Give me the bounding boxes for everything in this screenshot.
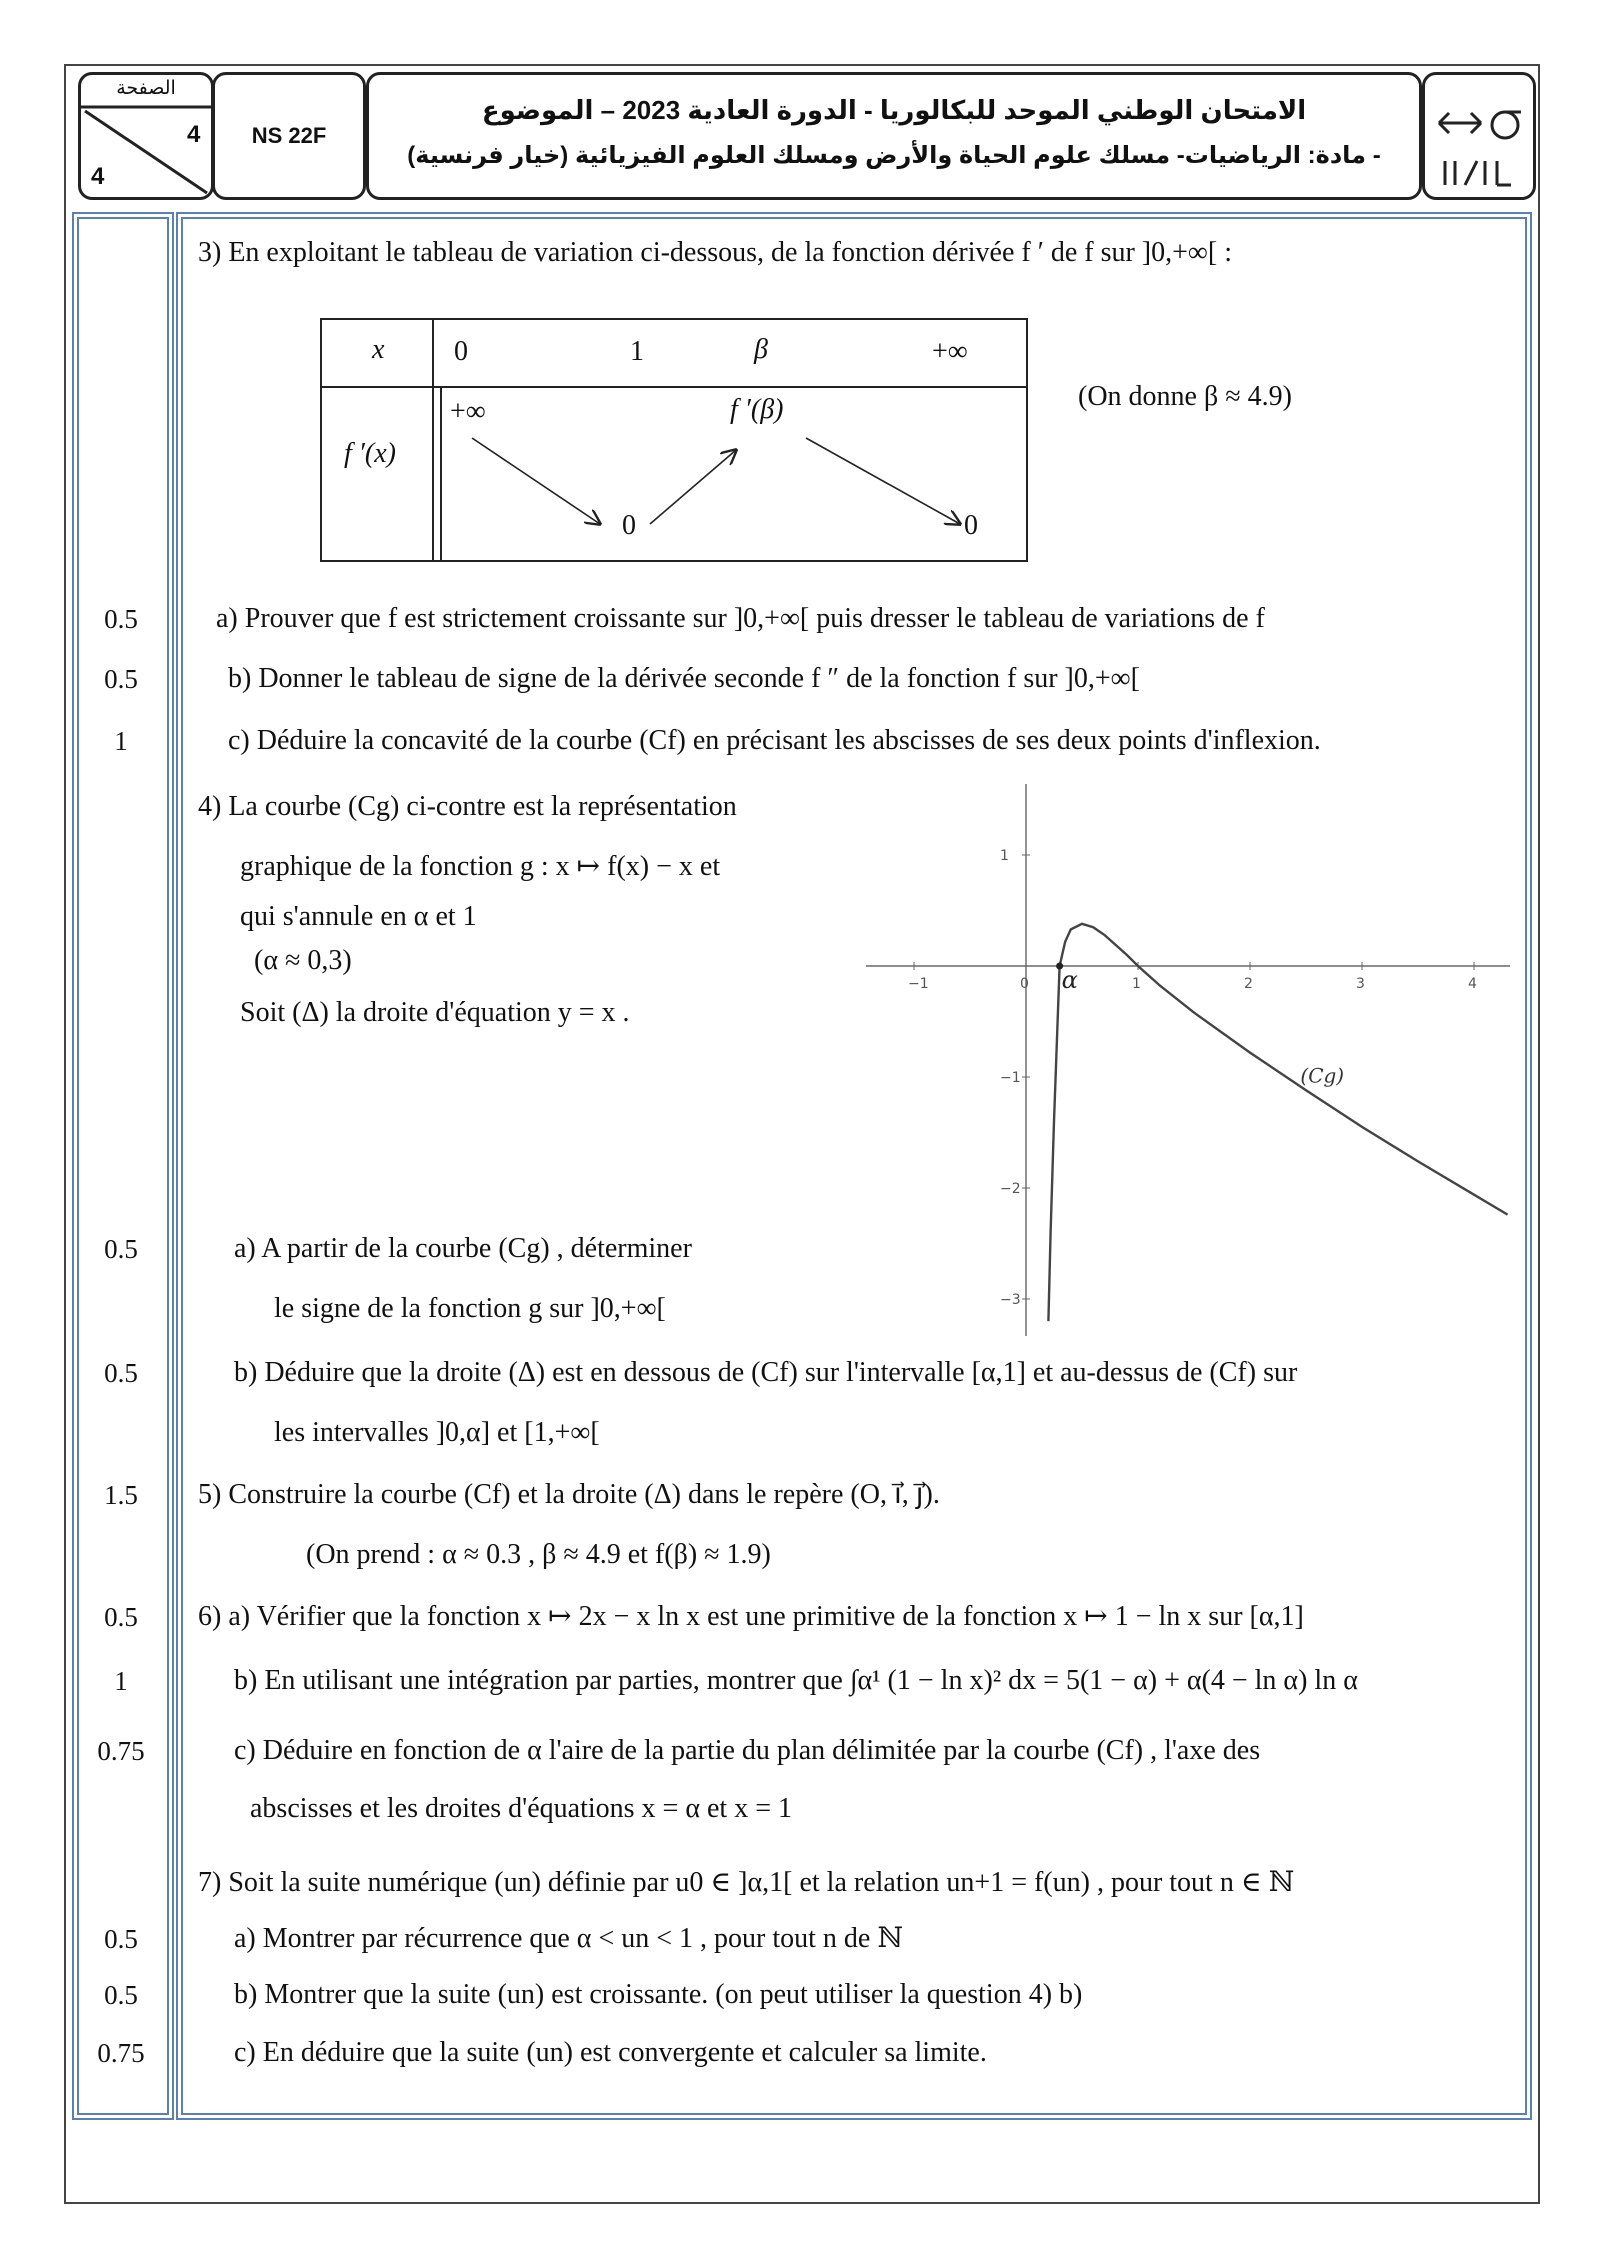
x-tick-label: 2 xyxy=(1244,976,1253,992)
mark-q6c: 0.75 xyxy=(97,1736,145,1766)
q4-a-line1: a) A partir de la courbe (Cg) , déterminer xyxy=(234,1233,692,1264)
q3-b: b) Donner le tableau de signe de la dérivée seconde f ″ de la fonction f sur ]0,+∞[ xyxy=(228,663,1140,694)
table-x-inf: +∞ xyxy=(932,336,968,367)
mark-q7b: 0.5 xyxy=(104,1980,138,2010)
cg-curve xyxy=(1048,924,1507,1321)
q4-b-line2: les intervalles ]0,α] et [1,+∞[ xyxy=(274,1417,600,1448)
q7-b: b) Montrer que la suite (un) est croissante. (on peut utiliser la question 4) b) xyxy=(234,1979,1083,2010)
y-tick-label: −1 xyxy=(1000,1070,1021,1086)
graph-cg xyxy=(860,780,1520,1340)
q4-line3: qui s'annule en α et 1 xyxy=(240,901,477,932)
x-tick-label: −1 xyxy=(908,976,929,992)
exam-title: الامتحان الوطني الموحد للبكالوريا - الدورة العادية 2023 – الموضوع xyxy=(481,95,1307,125)
mark-q3a: 0.5 xyxy=(104,604,138,634)
x-tick-label: 4 xyxy=(1468,976,1477,992)
table-x-label: x xyxy=(372,334,385,365)
q4-line1: 4) La courbe (Cg) ci-contre est la représentation xyxy=(198,791,737,822)
mark-q4b: 0.5 xyxy=(104,1358,138,1388)
q6-c-line1: c) Déduire en fonction de α l'aire de la partie du plan délimitée par la courbe (Cf) , l'axe des xyxy=(234,1735,1261,1766)
q3-note: (On donne β ≈ 4.9) xyxy=(1078,381,1292,412)
page-total: 4 xyxy=(91,163,105,190)
mark-q3c: 1 xyxy=(114,726,128,756)
q4-b-line1: b) Déduire que la droite (Δ) est en dessous de (Cf) sur l'intervalle [α,1] et au-dessus de (Cf) sur xyxy=(234,1357,1298,1388)
y-tick-label: −3 xyxy=(1000,1292,1021,1308)
q3-a: a) Prouver que f est strictement croissante sur ]0,+∞[ puis dresser le tableau de variations de f xyxy=(216,603,1265,634)
logo-box xyxy=(1422,72,1536,200)
table-fprime-label: f ′(x) xyxy=(344,438,396,469)
exam-subject: - مادة: الرياضيات- مسلك علوم الحياة والأرض ومسلك العلوم الفيزيائية (خيار فرنسية) xyxy=(407,142,1381,169)
x-tick-label: 1 xyxy=(1132,976,1141,992)
y-tick-label: −2 xyxy=(1000,1181,1021,1197)
table-bottom-2: 0 xyxy=(964,510,978,541)
table-x-0: 0 xyxy=(454,336,468,367)
x-tick-label: 0 xyxy=(1020,976,1029,992)
mark-q4a: 0.5 xyxy=(104,1234,138,1264)
alpha-label: α xyxy=(1061,966,1078,994)
q4-line4: (α ≈ 0,3) xyxy=(254,945,352,976)
mark-q6b: 1 xyxy=(114,1666,128,1696)
y-tick-label: 1 xyxy=(1000,848,1009,864)
mark-q3b: 0.5 xyxy=(104,664,138,694)
q3-c: c) Déduire la concavité de la courbe (Cf) en précisant les abscisses de ses deux points d'inflexion. xyxy=(228,725,1321,756)
q4-line5: Soit (Δ) la droite d'équation y = x . xyxy=(240,997,630,1028)
table-bottom-1: 0 xyxy=(622,510,636,541)
logo-icon xyxy=(1425,75,1533,197)
page-label: الصفحة xyxy=(116,78,176,99)
q4-a-line2: le signe de la fonction g sur ]0,+∞[ xyxy=(274,1293,666,1324)
q6-b: b) En utilisant une intégration par parties, montrer que ∫α¹ (1 − ln x)² dx = 5(1 − α) + α(4 − ln α) ln α xyxy=(234,1665,1358,1696)
x-tick-label: 3 xyxy=(1356,976,1365,992)
page-num: 4 xyxy=(187,121,201,148)
q6-c-line2: abscisses et les droites d'équations x = α et x = 1 xyxy=(250,1793,792,1824)
page-number-box xyxy=(78,72,214,200)
q3-intro: 3) En exploitant le tableau de variation ci-dessous, de la fonction dérivée f ′ de f sur ]0,+∞[ : xyxy=(198,237,1232,268)
q5-line2: (On prend : α ≈ 0.3 , β ≈ 4.9 et f(β) ≈ 1.9) xyxy=(306,1539,771,1570)
code-box xyxy=(212,72,366,200)
q7-c: c) En déduire que la suite (un) est convergente et calculer sa limite. xyxy=(234,2037,987,2068)
q4-line2: graphique de la fonction g : x ↦ f(x) − x et xyxy=(240,851,721,882)
mark-q5: 1.5 xyxy=(104,1480,138,1510)
mark-q7a: 0.5 xyxy=(104,1924,138,1954)
marks-column xyxy=(72,212,174,2120)
table-top-mid: f ′(β) xyxy=(730,394,784,425)
cg-label: (Cg) xyxy=(1300,1063,1345,1088)
q7-intro: 7) Soit la suite numérique (un) définie par u0 ∈ ]α,1[ et la relation un+1 = f(un) , pour tout n ∈ ℕ xyxy=(198,1867,1295,1898)
table-arrows xyxy=(322,320,1026,560)
table-x-beta: β xyxy=(754,334,768,365)
mark-q7c: 0.75 xyxy=(97,2038,145,2068)
q7-a: a) Montrer par récurrence que α < un < 1 , pour tout n de ℕ xyxy=(234,1923,903,1954)
q5-line1: 5) Construire la courbe (Cf) et la droite (Δ) dans le repère (O, i⃗, j⃗). xyxy=(198,1479,940,1510)
mark-q6a: 0.5 xyxy=(104,1602,138,1632)
table-x-1: 1 xyxy=(630,336,644,367)
table-top-left: +∞ xyxy=(450,396,486,427)
variation-table xyxy=(320,318,1028,562)
exam-code: NS 22F xyxy=(251,123,327,148)
q6-a: 6) a) Vérifier que la fonction x ↦ 2x − x ln x est une primitive de la fonction x ↦ 1 − ln x sur [α,1] xyxy=(198,1601,1304,1632)
title-box xyxy=(366,72,1422,200)
